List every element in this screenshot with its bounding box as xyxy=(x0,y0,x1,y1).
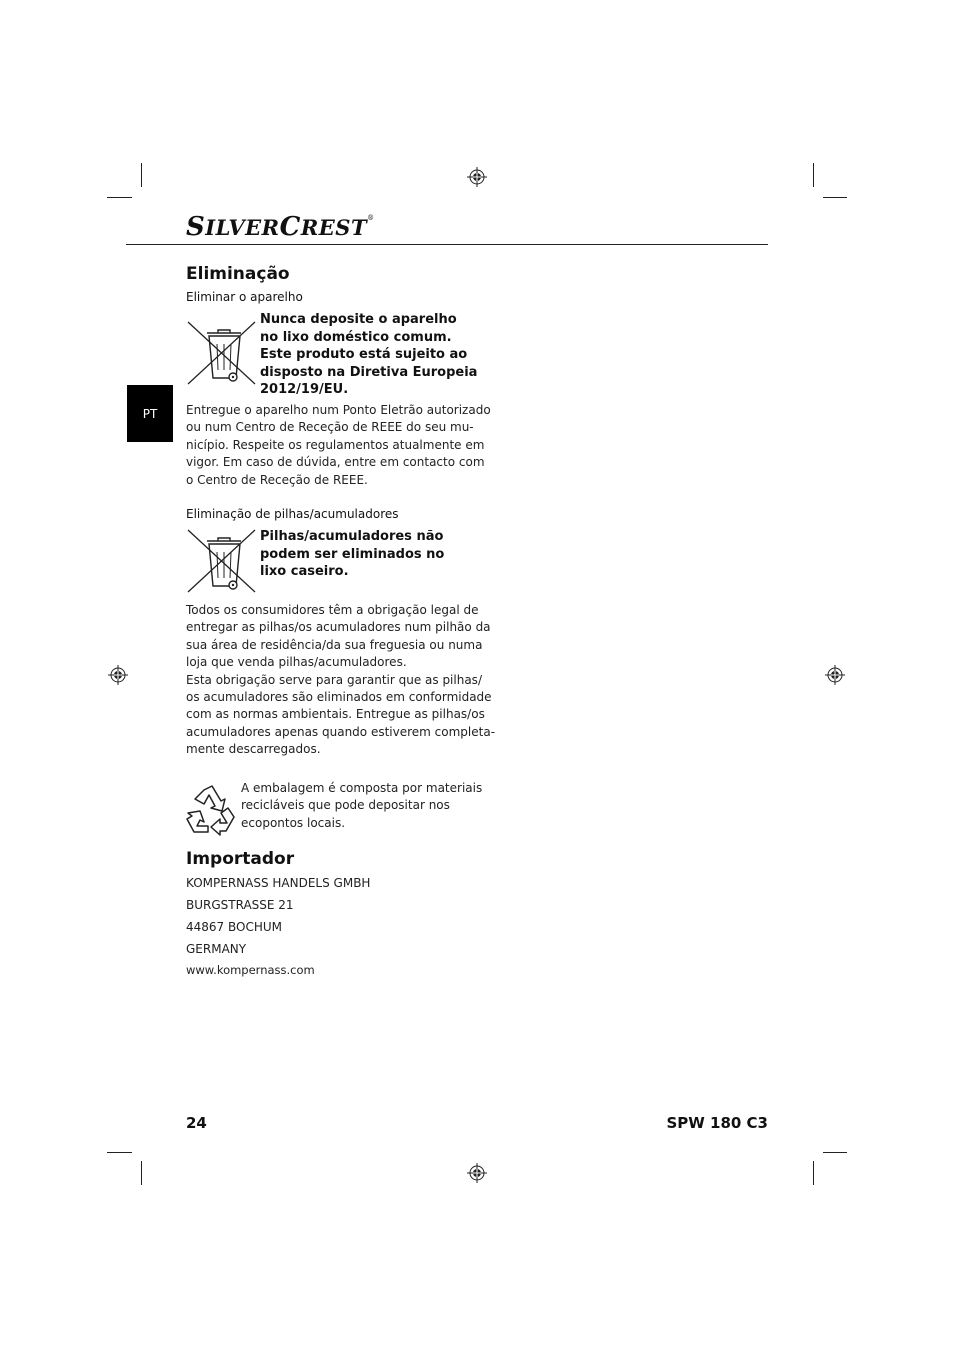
device-warning xyxy=(260,311,477,399)
brand-logo: SILVERCREST® xyxy=(186,212,375,242)
text-line: com as normas ambientais. Entregue as pilhas/os xyxy=(186,707,485,722)
crop-mark xyxy=(141,1161,142,1185)
subtitle-device-disposal: Eliminar o aparelho xyxy=(186,290,303,304)
text-line: podem ser eliminados no xyxy=(260,546,445,562)
text-line: no lixo doméstico comum. xyxy=(260,329,452,345)
language-tab: PT xyxy=(127,385,173,442)
text-line: Este produto está sujeito ao xyxy=(260,347,468,362)
text-line: 2012/19/EU. xyxy=(260,382,349,397)
header-rule xyxy=(126,244,768,245)
text-line: disposto na Diretiva Europeia xyxy=(260,364,478,380)
importer-street: BURGSTRASSE 21 xyxy=(186,898,294,912)
text-line: A embalagem é composta por materiais xyxy=(241,781,483,795)
crop-mark xyxy=(823,197,847,198)
subtitle-battery-disposal: Eliminação de pilhas/acumuladores xyxy=(186,507,399,521)
battery-disposal-body xyxy=(186,602,495,759)
importer-country: GERMANY xyxy=(186,942,247,956)
crop-mark xyxy=(107,1152,132,1153)
crop-mark xyxy=(107,197,132,198)
text-line: ecopontos locais. xyxy=(241,815,346,830)
importer-website: www.kompernass.com xyxy=(186,963,315,977)
text-line: Pilhas/acumuladores não xyxy=(260,529,444,544)
recycling-icon xyxy=(184,782,238,836)
model-number: SPW 180 C3 xyxy=(666,1114,768,1132)
text-line: vigor. Em caso de dúvida, entre em contacto com xyxy=(186,455,485,470)
text-line: nicípio. Respeite os regulamentos atualmente em xyxy=(186,437,485,452)
registration-mark-icon xyxy=(467,1163,487,1183)
text-line: sua área de residência/da sua freguesia ou numa xyxy=(186,637,483,652)
text-line: Entregue o aparelho num Ponto Eletrão autorizado xyxy=(186,403,491,417)
registration-mark-icon xyxy=(108,665,128,685)
text-line: Nunca deposite o aparelho xyxy=(260,312,457,327)
registration-mark-icon xyxy=(825,665,845,685)
crop-mark xyxy=(813,163,814,187)
crossed-out-wheelie-bin-icon xyxy=(185,320,258,386)
text-line: Todos os consumidores têm a obrigação legal de xyxy=(186,603,479,617)
text-line: recicláveis que pode depositar nos xyxy=(241,798,450,813)
text-line: os acumuladores são eliminados em conformidade xyxy=(186,690,492,705)
text-line: Esta obrigação serve para garantir que as pilhas/ xyxy=(186,672,482,687)
page-number: 24 xyxy=(186,1114,207,1132)
text-line: mente descarregados. xyxy=(186,742,321,757)
text-line: entregar as pilhas/os acumuladores num pilhão da xyxy=(186,620,491,635)
device-disposal-body xyxy=(186,402,491,489)
text-line: lixo caseiro. xyxy=(260,564,349,579)
crop-mark xyxy=(823,1152,847,1153)
text-line: loja que venda pilhas/acumuladores. xyxy=(186,655,407,670)
text-line: acumuladores apenas quando estiverem completa- xyxy=(186,724,496,739)
text-line: ou num Centro de Receção de REEE do seu mu- xyxy=(186,420,474,435)
battery-warning xyxy=(260,528,444,581)
importer-city: 44867 BOCHUM xyxy=(186,920,282,934)
crossed-out-wheelie-bin-icon xyxy=(185,528,258,594)
importer-company: KOMPERNASS HANDELS GMBH xyxy=(186,876,371,890)
crop-mark xyxy=(813,1161,814,1185)
text-line: o Centro de Receção de REEE. xyxy=(186,472,368,487)
section-title-importer: Importador xyxy=(186,849,295,869)
registration-mark-icon xyxy=(467,167,487,187)
crop-mark xyxy=(141,163,142,187)
section-title-disposal: Eliminação xyxy=(186,264,290,284)
packaging-note xyxy=(241,780,482,832)
